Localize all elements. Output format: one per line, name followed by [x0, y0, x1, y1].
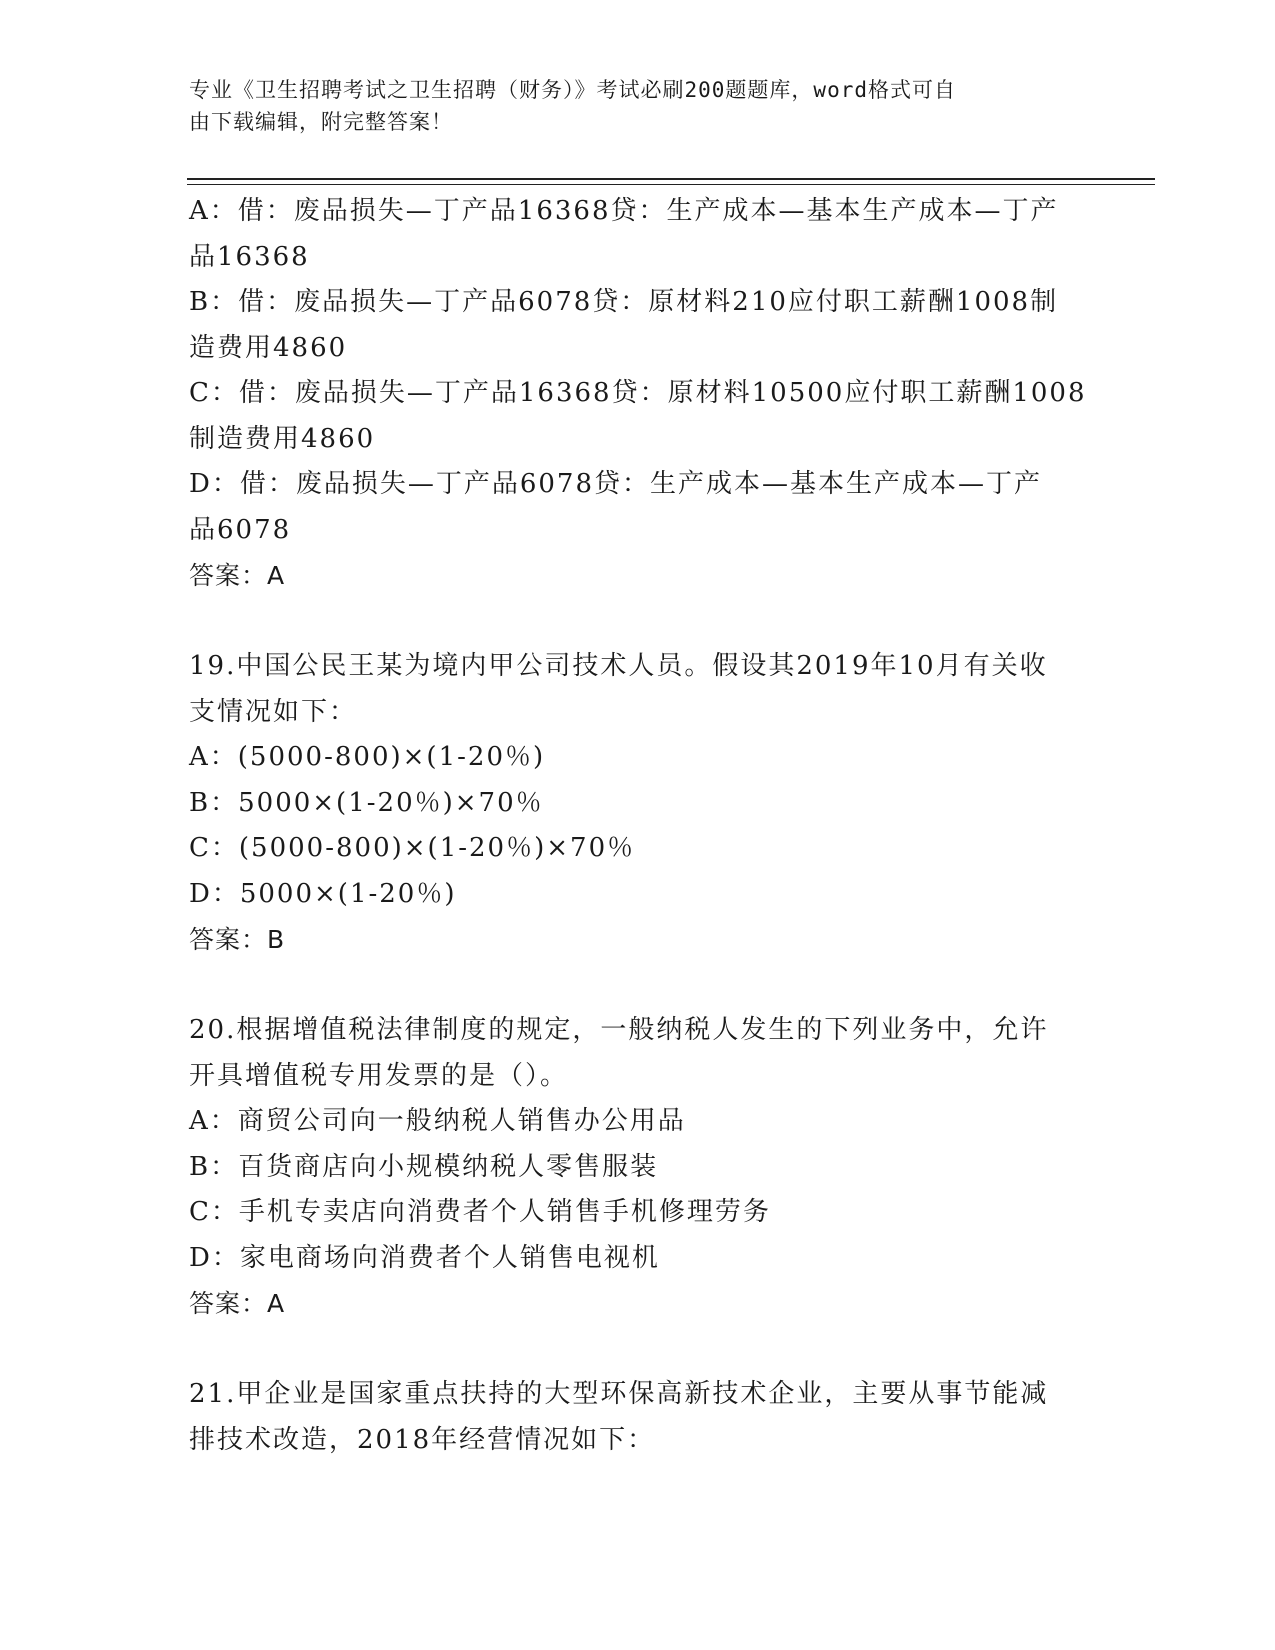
spacer — [189, 599, 1089, 645]
option-c: C：(5000-800)×(1-20％)×70％ — [189, 833, 636, 863]
question-stem-line-2: 支情况如下： — [189, 696, 358, 727]
header-rule-thin — [187, 184, 1155, 185]
option-c: C：手机专卖店向消费者个人销售手机修理劳务 — [189, 1197, 771, 1227]
option-b-line-2: 造费用4860 — [189, 332, 348, 363]
option-a: A：(5000-800)×(1-20％) — [189, 742, 546, 772]
question-19 — [189, 644, 1089, 963]
header-rule-thick — [187, 178, 1155, 180]
question-21 — [189, 1372, 1089, 1463]
question-stem-line-1: 19.中国公民王某为境内甲公司技术人员。假设其2019年10月有关收 — [189, 651, 1048, 681]
answer-line: 答案：B — [189, 925, 286, 954]
previous-question-options — [189, 189, 1089, 599]
spacer — [189, 963, 1089, 1009]
question-content — [189, 189, 1089, 1463]
option-c-line-1: C：借：废品损失—丁产品16368贷：原材料10500应付职工薪酬1008 — [189, 378, 1087, 408]
question-stem-line-1: 20.根据增值税法律制度的规定，一般纳税人发生的下列业务中，允许 — [189, 1015, 1049, 1045]
question-stem-line-2: 开具增值税专用发票的是（）。 — [189, 1060, 569, 1091]
option-b: B：5000×(1-20％)×70％ — [189, 787, 544, 818]
header-line-2: 由下载编辑，附完整答案！ — [189, 110, 453, 134]
option-b-line-1: B：借：废品损失—丁产品6078贷：原材料210应付职工薪酬1008制 — [189, 287, 1059, 317]
option-d: D：家电商场向消费者个人销售电视机 — [189, 1242, 660, 1273]
document-header — [189, 74, 1069, 138]
spacer — [189, 1327, 1089, 1373]
option-a-line-2: 品16368 — [189, 241, 310, 272]
option-a: A：商贸公司向一般纳税人销售办公用品 — [189, 1106, 686, 1136]
answer-line: 答案：A — [189, 1289, 286, 1318]
question-stem-line-1: 21.甲企业是国家重点扶持的大型环保高新技术企业，主要从事节能减 — [189, 1379, 1049, 1409]
option-b: B：百货商店向小规模纳税人零售服装 — [189, 1151, 659, 1182]
answer-line: 答案：A — [189, 561, 286, 590]
question-stem-line-2: 排技术改造，2018年经营情况如下： — [189, 1424, 656, 1455]
option-d-line-1: D：借：废品损失—丁产品6078贷：生产成本—基本生产成本—丁产 — [189, 469, 1043, 499]
question-20 — [189, 1008, 1089, 1327]
option-a-line-1: A：借：废品损失—丁产品16368贷：生产成本—基本生产成本—丁产 — [189, 196, 1059, 226]
header-line-1: 专业《卫生招聘考试之卫生招聘（财务）》考试必刷200题题库，word格式可自 — [189, 78, 956, 102]
option-d: D：5000×(1-20％) — [189, 878, 457, 909]
option-d-line-2: 品6078 — [189, 514, 292, 545]
option-c-line-2: 制造费用4860 — [189, 423, 376, 454]
